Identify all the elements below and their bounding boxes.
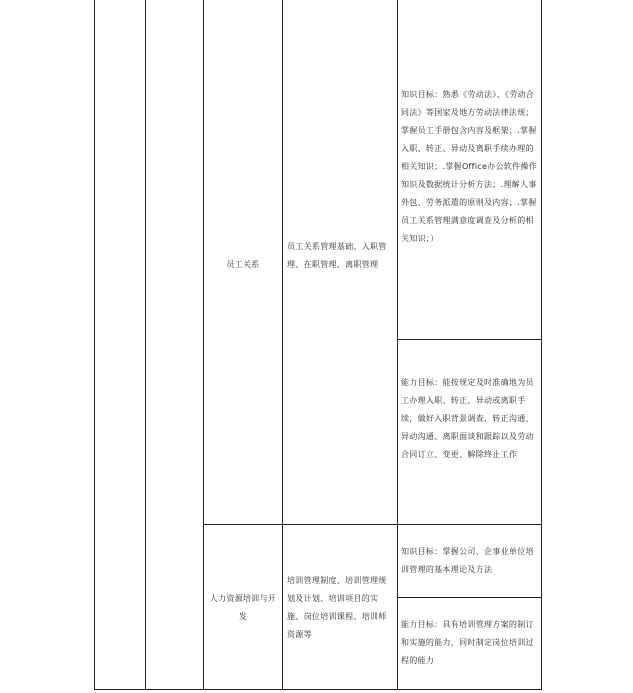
row-divider: [203, 524, 542, 525]
ability-goal-training-development: 能力目标：具有培训管理方案的制订和实施的能力，同时制定岗位培训过程的能力: [401, 620, 534, 665]
content-cell-employee-relations: 员工关系管理基础、入职管理、在职管理、离职管理: [287, 242, 387, 269]
knowledge-goal-training-development: 知识目标：掌握公司、企事业单位培训管理的基本理论及方法: [401, 547, 534, 574]
knowledge-goal-employee-relations: 知识目标：熟悉《劳动法》、《劳动合同法》等国家及地方劳动法律法规；掌握员工手册包含内容及框架；.掌握入职、转正、异动及离职手续办理的相关知识；.掌握Office办公软件操作知识及数据统计分析方法；.理解人事外包、劳务派遣的原则及内容；.掌握员工关系管理满意度调查及分析的相关知识；）: [401, 90, 538, 243]
table-border-right: [541, 0, 542, 690]
table-border-left: [94, 0, 95, 690]
module-cell-training-development: 人力资源培训与开发: [209, 594, 277, 621]
goal-divider-row2: [397, 597, 542, 598]
content-cell-training-development: 培训管理制度、培训管理规划及计划、培训项目的实施、岗位培训课程、培训师资源等: [287, 576, 387, 639]
table-divider-col1: [145, 0, 146, 690]
table-divider-col3: [282, 0, 283, 690]
table-border-bottom: [94, 689, 542, 690]
table-divider-col2: [203, 0, 204, 690]
module-cell-employee-relations: 员工关系: [226, 260, 260, 269]
table-divider-col4: [397, 0, 398, 690]
goal-divider-row1: [397, 339, 542, 340]
ability-goal-employee-relations: 能力目标：能按规定及时准确地为员工办理入职、转正、异动或离职手续，做好入职背景调查、转正沟通、异动沟通、离职面谈和跟踪以及劳动合同订立、变更、解除终止工作: [401, 378, 534, 459]
